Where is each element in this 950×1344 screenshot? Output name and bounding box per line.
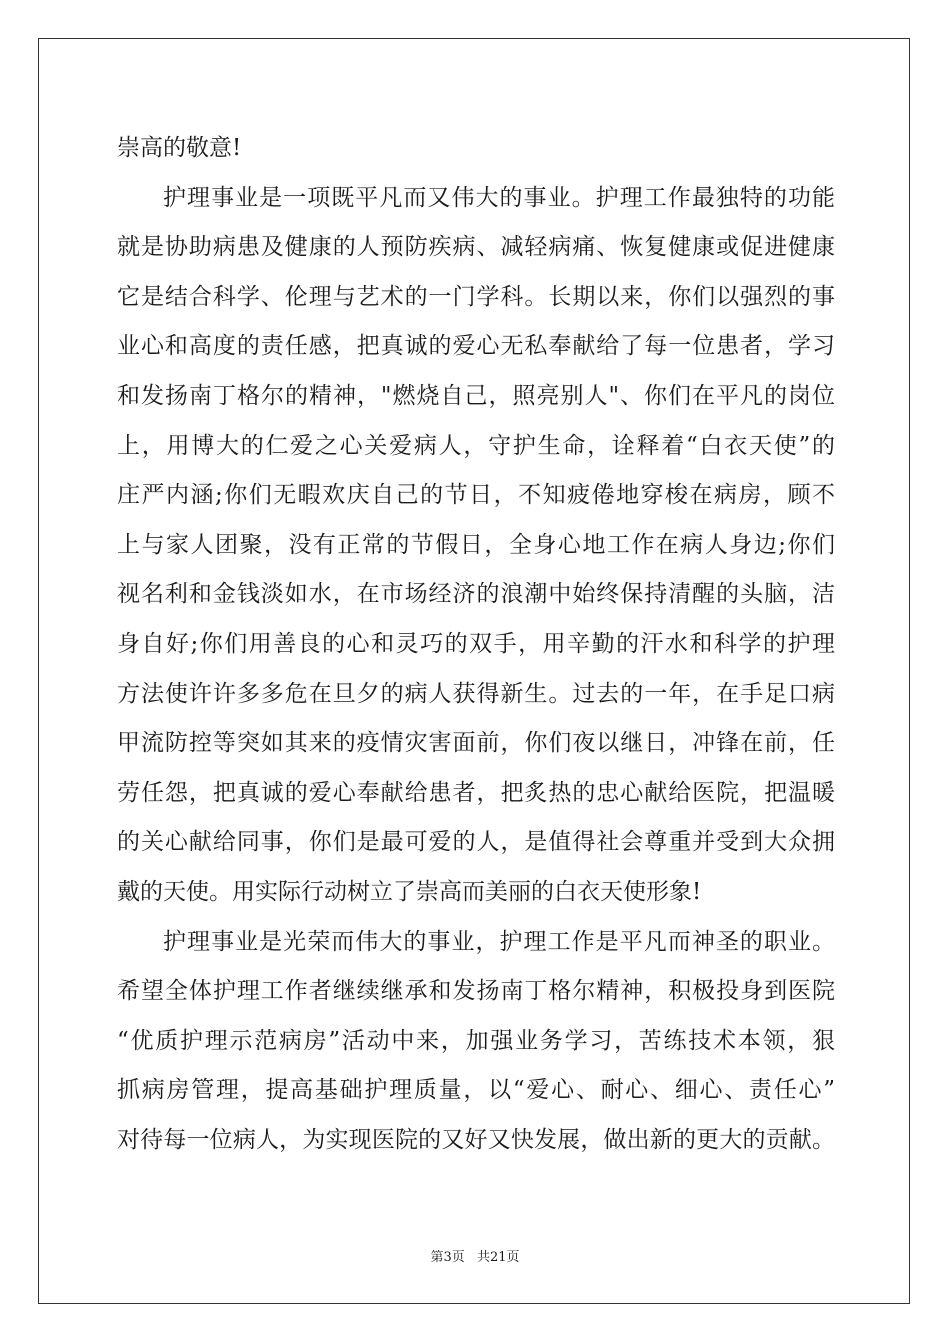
text-line: 崇高的敬意! (117, 135, 242, 161)
text-line: 和发扬南丁格尔的精神，"燃烧自己，照亮别人"、你们在平凡的岗位 (117, 382, 835, 409)
text-line: 护理事业是光荣而伟大的事业，护理工作是平凡而神圣的职业。 (163, 928, 835, 955)
text-line: 上，用博大的仁爱之心关爱病人，守护生命，诠释着“白衣天使”的 (117, 432, 835, 459)
text-line: 庄严内涵;你们无暇欢庆自己的节日，不知疲倦地穿梭在病房，顾不 (117, 482, 835, 509)
text-line: 身自好;你们用善良的心和灵巧的双手，用辛勤的汗水和科学的护理 (117, 630, 835, 657)
page-number: 第3页 (430, 1250, 465, 1265)
text-line: 希望全体护理工作者继续继承和发扬南丁格尔精神，积极投身到医院 (117, 978, 835, 1005)
text-line: 方法使许许多多危在旦夕的病人获得新生。过去的一年，在手足口病 (117, 680, 835, 707)
text-line: 对待每一位病人，为实现医院的又好又快发展，做出新的更大的贡献。 (117, 1126, 835, 1153)
text-line: 戴的天使。用实际行动树立了崇高而美丽的白衣天使形象! (117, 878, 702, 905)
text-line: 护理事业是一项既平凡而又伟大的事业。护理工作最独特的功能 (163, 184, 835, 211)
text-line: 抓病房管理，提高基础护理质量，以“爱心、耐心、细心、责任心” (117, 1077, 835, 1104)
page-footer (0, 1246, 950, 1265)
text-line: “优质护理示范病房”活动中来，加强业务学习，苦练技术本领，狠 (117, 1027, 835, 1054)
text-line: 就是协助病患及健康的人预防疾病、减轻病痛、恢复健康或促进健康 (117, 234, 835, 261)
text-line: 它是结合科学、伦理与艺术的一门学科。长期以来，你们以强烈的事 (117, 283, 835, 310)
text-line: 上与家人团聚，没有正常的节假日，全身心地工作在病人身边;你们 (117, 531, 835, 558)
text-line: 劳任怨，把真诚的爱心奉献给患者，把炙热的忠心献给医院，把温暖 (117, 779, 835, 806)
document-body (117, 124, 835, 1165)
text-line: 的关心献给同事，你们是最可爱的人，是值得社会尊重并受到大众拥 (117, 829, 835, 856)
text-line: 业心和高度的责任感，把真诚的爱心无私奉献给了每一位患者，学习 (117, 333, 835, 360)
text-line: 视名利和金钱淡如水，在市场经济的浪潮中始终保持清醒的头脑，洁 (117, 581, 835, 608)
page-total: 共21页 (476, 1250, 520, 1265)
text-line: 甲流防控等突如其来的疫情灾害面前，你们夜以继日，冲锋在前，任 (117, 730, 835, 757)
